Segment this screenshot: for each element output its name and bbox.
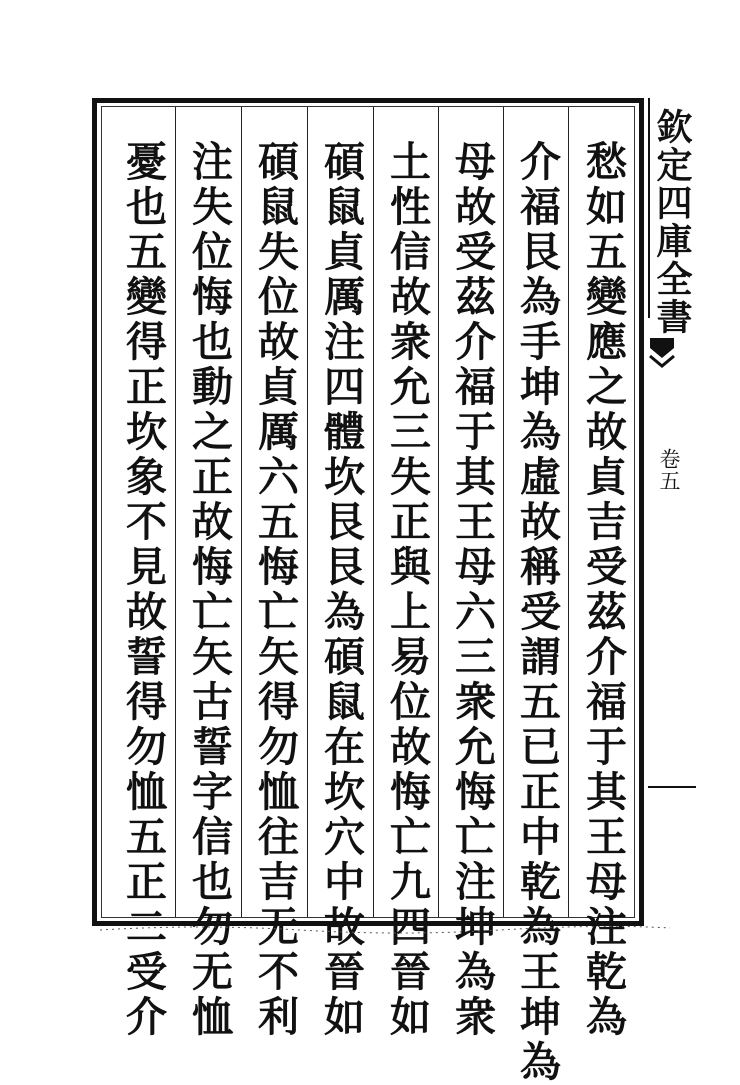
text-column-3 <box>443 140 501 1040</box>
column-text: 母故受茲介福于其王母六三衆允悔亡注坤為衆 <box>448 140 496 1040</box>
column-divider <box>503 107 504 917</box>
margin-rule <box>648 98 650 318</box>
column-divider <box>307 107 308 917</box>
column-text: 愁如五變應之故貞吉受茲介福于其王母注乾為 <box>579 140 627 1040</box>
column-divider <box>241 107 242 917</box>
text-column-5 <box>312 140 370 1040</box>
text-column-7 <box>180 140 238 1040</box>
book-title: 欽定四庫全書 <box>651 108 693 336</box>
column-text: 土性信故衆允三失正與上易位故悔亡九四晉如 <box>383 140 431 1040</box>
column-divider <box>438 107 439 917</box>
border-ornament <box>80 916 680 946</box>
text-column-2 <box>508 140 566 1085</box>
column-divider <box>175 107 176 917</box>
column-divider <box>373 107 374 917</box>
text-column-4 <box>378 140 436 1040</box>
column-text: 碩鼠貞厲注四體坎艮艮為碩鼠在坎穴中故晉如 <box>317 140 365 1040</box>
text-column-1 <box>574 140 632 1040</box>
column-text: 介福艮為手坤為虛故稱受謂五已正中乾為王坤為 <box>513 140 561 1085</box>
volume-label: 卷五 <box>657 448 681 492</box>
column-text: 憂也五變得正坎象不見故誓得勿恤五正二受介 <box>119 140 167 1040</box>
column-text: 碩鼠失位故貞厲六五悔亡矢得勿恤往吉无不利 <box>251 140 299 1040</box>
margin-tick <box>648 786 696 788</box>
text-column-8 <box>114 140 172 1040</box>
fish-tail-mark <box>648 336 676 374</box>
text-column-6 <box>246 140 304 1040</box>
column-text: 注失位悔也動之正故悔亡矢古誓字信也勿无恤 <box>185 140 233 1040</box>
column-divider <box>568 107 569 917</box>
